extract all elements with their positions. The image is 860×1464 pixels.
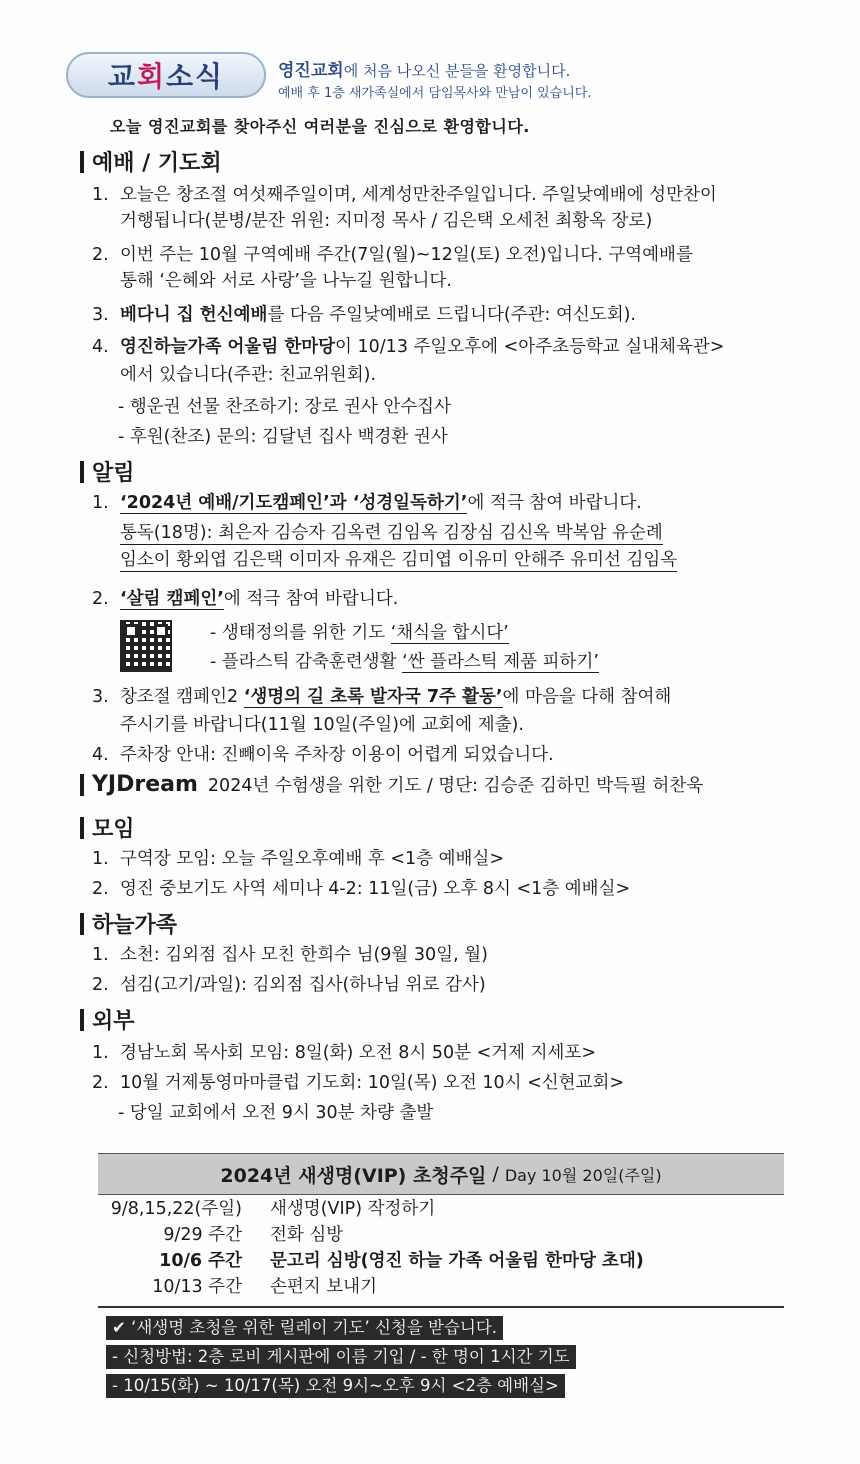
section-meeting-title: 모임: [80, 812, 135, 843]
family-item-1: 1. 소천: 김외점 집사 모친 한희수 님(9월 30일, 월): [92, 945, 488, 965]
notice-item-2: 2. ‘살림 캠페인’에 적극 참여 바랍니다.: [92, 589, 399, 609]
notice-item-1: 1. ‘2024년 예배/기도캠페인’과 ‘성경일독하기’에 적극 참여 바랍니다.: [92, 493, 642, 513]
worship-item-1-cont: 거행됩니다(분병/분잔 위원: 지미정 목사 / 김은택 오세천 최황옥 장로): [120, 211, 653, 231]
section-family-title: 하늘가족: [80, 908, 177, 939]
relay-prayer-note-1: ✔ ‘새생명 초청을 위한 릴레이 기도’ 신청을 받습니다.: [106, 1316, 503, 1340]
schedule-activity: 문고리 심방(영진 하늘 가족 어울림 한마당 초대): [270, 1251, 644, 1271]
church-news-badge: [66, 52, 266, 98]
vip-day: Day 10월 20일(주일): [504, 1165, 662, 1185]
schedule-date: 9/8,15,22(주일): [110, 1199, 242, 1219]
section-yjdream: YJDream 2024년 수험생을 위한 기도 / 명단: 김승준 김하민 박득필 허찬욱: [80, 772, 703, 797]
schedule-activity: 새생명(VIP) 작정하기: [270, 1199, 436, 1219]
meeting-item-2: 2. 영진 중보기도 사역 세미나 4-2: 11일(금) 오후 8시 <1층 예배실>: [92, 879, 631, 899]
schedule-date: 10/13 주간: [152, 1277, 242, 1297]
vip-title: 2024년 새생명(VIP) 초청주일: [220, 1164, 487, 1187]
notice-item-4: 4. 주차장 안내: 진빼이욱 주차장 이용이 어렵게 되었습니다.: [92, 745, 554, 765]
worship-item-4: 4. 영진하늘가족 어울림 한마당이 10/13 주일오후에 <아주초등학교 실내체육관>: [92, 337, 725, 357]
church-news-title: 교회소식: [107, 60, 225, 93]
notice-item-3: 3. 창조절 캠페인2 ‘생명의 길 초록 발자국 7주 활동’에 마음을 다해 참여해: [92, 687, 672, 707]
notice-item-3-cont: 주시기를 바랍니다(11월 10일(주일)에 교회에 제출).: [120, 715, 524, 735]
schedule-date: 10/6 주간: [159, 1251, 242, 1271]
qr-code-icon: [120, 620, 172, 672]
external-item-2-sub: - 당일 교회에서 오전 9시 30분 차량 출발: [118, 1103, 434, 1123]
worship-item-1: 1. 오늘은 창조절 여섯째주일이며, 세계성만찬주일입니다. 주일낮예배에 성만찬이: [92, 185, 717, 205]
divider: [98, 1306, 784, 1308]
worship-item-4-cont: 에서 있습니다(주관: 친교위원회).: [120, 365, 377, 385]
notice-item-1-readers-2: 임소이 황외엽 김은택 이미자 유재은 김미엽 이유미 안해주 유미선 김임옥: [120, 550, 678, 570]
section-worship-title: 예배 / 기도회: [80, 146, 222, 177]
welcome-line-2: 예배 후 1층 새가족실에서 담임목사와 만남이 있습니다.: [278, 86, 592, 101]
schedule-activity: 전화 심방: [270, 1225, 344, 1245]
relay-prayer-note-3: - 10/15(화) ~ 10/17(목) 오전 9시~오후 9시 <2층 예배실>: [106, 1374, 565, 1398]
vip-banner: [98, 1153, 784, 1195]
worship-item-2: 2. 이번 주는 10월 구역예배 주간(7일(월)~12일(토) 오전)입니다. 구역예배를: [92, 245, 693, 265]
notice-item-1-readers-1: 통독(18명): 최은자 김승자 김옥련 김임옥 김장심 김신옥 박복암 유순례: [120, 523, 663, 543]
section-external-title: 외부: [80, 1004, 135, 1035]
welcome-main: 오늘 영진교회를 찾아주신 여러분을 진심으로 환영합니다.: [110, 117, 530, 136]
notice-item-2-sub-2: - 플라스틱 감축훈련생활 ‘싼 플라스틱 제품 피하기’: [210, 652, 599, 672]
worship-item-2-cont: 통해 ‘은혜와 서로 사랑’을 나누길 원합니다.: [120, 271, 452, 291]
notice-item-2-sub-1: - 생태정의를 위한 기도 ‘채식을 합시다’: [210, 623, 509, 643]
worship-item-4-sub-1: - 행운권 선물 찬조하기: 장로 권사 안수집사: [118, 397, 451, 417]
family-item-2: 2. 섬김(고기/과일): 김외점 집사(하나님 위로 감사): [92, 975, 486, 995]
worship-item-4-sub-2: - 후원(찬조) 문의: 김달년 집사 백경환 권사: [118, 427, 448, 447]
external-item-1: 1. 경남노회 목사회 모임: 8일(화) 오전 8시 50분 <거제 지세포>: [92, 1043, 597, 1063]
worship-item-3: 3. 베다니 집 헌신예배를 다음 주일낮예배로 드립니다(주관: 여신도회).: [92, 305, 636, 325]
relay-prayer-note-2: - 신청방법: 2층 로비 게시판에 이름 기입 / - 한 명이 1시간 기도: [106, 1345, 576, 1369]
vip-separator: /: [492, 1163, 499, 1185]
welcome-line-1: 영진교회에 처음 나오신 분들을 환영합니다.: [278, 61, 571, 81]
meeting-item-1: 1. 구역장 모임: 오늘 주일오후예배 후 <1층 예배실>: [92, 849, 505, 869]
external-item-2: 2. 10월 거제통영마마클럽 기도회: 10일(목) 오전 10시 <신현교회>: [92, 1073, 625, 1093]
schedule-activity: 손편지 보내기: [270, 1277, 377, 1297]
schedule-date: 9/29 주간: [163, 1225, 242, 1245]
section-notice-title: 알림: [80, 456, 135, 487]
